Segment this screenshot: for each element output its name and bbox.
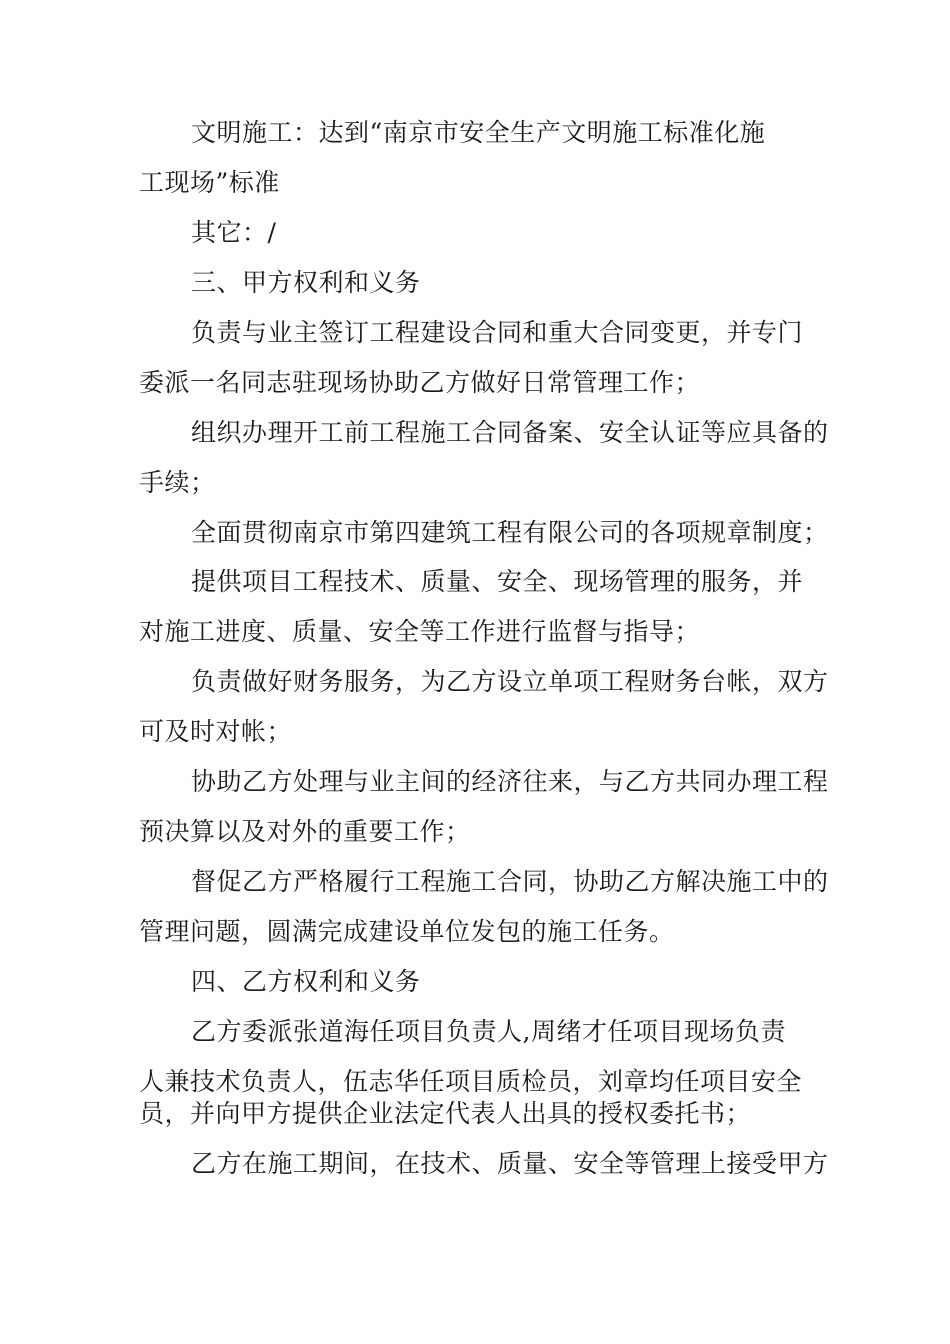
text-line: 文明施工：达到“南京市安全生产文明施工标准化施 (191, 118, 766, 147)
text-line: 全面贯彻南京市第四建筑工程有限公司的各项规章制度； (191, 518, 829, 547)
section-heading: 三、甲方权利和义务 (191, 268, 421, 297)
text-line: 乙方委派张道海任项目负责人,周绪才任项目现场负责 (191, 1017, 786, 1046)
text-line: 手续； (139, 468, 216, 497)
text-line: 提供项目工程技术、质量、安全、现场管理的服务，并 (191, 567, 804, 596)
text-line: 预决算以及对外的重要工作； (139, 817, 471, 846)
text-line: 管理问题，圆满完成建设单位发包的施工任务。 (139, 917, 675, 946)
text-line: 工现场”标准 (139, 168, 280, 197)
text-line: 对施工进度、质量、安全等工作进行监督与指导； (139, 617, 701, 646)
text-line: 员，并向甲方提供企业法定代表人出具的授权委托书； (139, 1099, 752, 1128)
text-line: 负责做好财务服务，为乙方设立单项工程财务台帐，双方 (191, 667, 829, 696)
text-line: 其它：/ (191, 218, 277, 247)
text-line: 负责与业主签订工程建设合同和重大合同变更，并专门 (191, 318, 804, 347)
text-line: 可及时对帐； (139, 717, 293, 746)
text-line: 乙方在施工期间，在技术、质量、安全等管理上接受甲方 (191, 1149, 829, 1178)
text-line: 组织办理开工前工程施工合同备案、安全认证等应具备的 (191, 418, 829, 447)
text-line: 督促乙方严格履行工程施工合同，协助乙方解决施工中的 (191, 867, 829, 896)
text-line: 协助乙方处理与业主间的经济往来，与乙方共同办理工程 (191, 767, 829, 796)
section-heading: 四、乙方权利和义务 (191, 967, 421, 996)
text-line: 人兼技术负责人，伍志华任项目质检员，刘章均任项目安全 (139, 1067, 803, 1096)
text-line: 委派一名同志驻现场协助乙方做好日常管理工作； (139, 368, 701, 397)
